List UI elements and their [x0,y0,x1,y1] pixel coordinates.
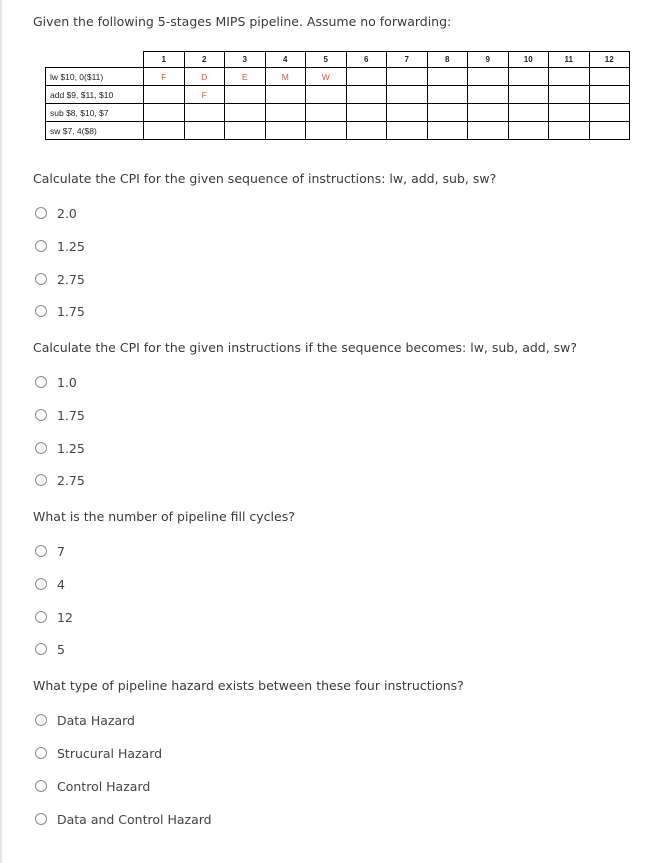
pipeline-header-row [46,52,630,68]
q1-option[interactable] [35,237,85,255]
stage-cell [184,122,225,140]
option-label: 1.25 [57,238,85,254]
radio-button[interactable] [35,780,47,792]
radio-button[interactable] [35,442,47,454]
q3-option[interactable] [35,542,65,560]
stage-cell [306,86,347,104]
stage-cell [589,86,630,104]
option-label: 2.0 [57,205,77,221]
stage-cell [144,122,185,140]
stage-cell [549,104,590,122]
stage-cell [265,86,306,104]
stage-cell [468,68,509,86]
cycle-header: 1 [144,52,185,68]
stage-cell [427,122,468,140]
instruction-cell: add $9, $11, $10 [46,86,144,104]
cycle-header: 6 [346,52,387,68]
stage-cell [427,104,468,122]
cycle-header: 8 [427,52,468,68]
pipeline-row [46,86,630,104]
stage-cell [549,86,590,104]
option-label: 12 [57,609,73,625]
option-label: 2.75 [57,472,85,488]
option-label: 2.75 [57,271,85,287]
stage-cell [508,122,549,140]
header-corner [46,52,144,68]
q2-option[interactable] [35,439,85,457]
stage-cell [508,86,549,104]
stage-cell [387,104,428,122]
q3-option[interactable] [35,640,65,658]
cycle-header: 5 [306,52,347,68]
q2-option[interactable] [35,373,77,391]
stage-cell [508,104,549,122]
q4-option[interactable] [35,744,162,762]
option-label: 1.75 [57,303,85,319]
left-border [0,0,2,863]
stage-cell [387,122,428,140]
option-label: Control Hazard [57,778,151,794]
option-label: 1.75 [57,407,85,423]
stage-cell: F [144,68,185,86]
question-1-text: Calculate the CPI for the given sequence of instructions: lw, add, sub, sw? [33,171,497,186]
instruction-cell: lw $10, 0($11) [46,68,144,86]
stage-cell [589,122,630,140]
instruction-cell: sw $7, 4($8) [46,122,144,140]
radio-button[interactable] [35,545,47,557]
cycle-header: 9 [468,52,509,68]
radio-button[interactable] [35,643,47,655]
radio-button[interactable] [35,714,47,726]
stage-cell: F [184,86,225,104]
option-label: 1.0 [57,374,77,390]
stage-cell [306,104,347,122]
stage-cell [144,104,185,122]
stage-cell [589,68,630,86]
stage-cell [346,86,387,104]
stage-cell [184,104,225,122]
cycle-header: 11 [549,52,590,68]
stage-cell [265,122,306,140]
stage-cell [427,68,468,86]
stage-cell [468,122,509,140]
question-2-text: Calculate the CPI for the given instructions if the sequence becomes: lw, sub, add, sw? [33,340,578,355]
radio-button[interactable] [35,813,47,825]
stage-cell [346,68,387,86]
q2-option[interactable] [35,406,85,424]
stage-cell [508,68,549,86]
stage-cell [306,122,347,140]
stage-cell [225,104,266,122]
radio-button[interactable] [35,305,47,317]
q1-option[interactable] [35,302,85,320]
stage-cell [265,104,306,122]
q4-option[interactable] [35,810,212,828]
cycle-header: 4 [265,52,306,68]
stage-cell [427,86,468,104]
question-3-text: What is the number of pipeline fill cycles? [33,509,295,524]
option-label: 1.25 [57,440,85,456]
question-4-text: What type of pipeline hazard exists between these four instructions? [33,678,464,693]
q4-option[interactable] [35,777,150,795]
stage-cell [225,86,266,104]
q1-option[interactable] [35,270,85,288]
radio-button[interactable] [35,240,47,252]
radio-button[interactable] [35,376,47,388]
cycle-header: 7 [387,52,428,68]
option-label: 5 [57,641,65,657]
stage-cell: W [306,68,347,86]
radio-button[interactable] [35,207,47,219]
cycle-header: 3 [225,52,266,68]
q3-option[interactable] [35,575,65,593]
radio-button[interactable] [35,578,47,590]
cycle-header: 12 [589,52,630,68]
stage-cell [549,122,590,140]
radio-button[interactable] [35,273,47,285]
stage-cell [346,104,387,122]
stage-cell [468,104,509,122]
stage-cell [225,122,266,140]
q4-option[interactable] [35,711,135,729]
instruction-cell: sub $8, $10, $7 [46,104,144,122]
stage-cell [468,86,509,104]
option-label: 4 [57,576,65,592]
pipeline-row [46,104,630,122]
option-label: 7 [57,543,65,559]
stage-cell [589,104,630,122]
q2-option[interactable] [35,471,85,489]
intro-text: Given the following 5-stages MIPS pipeline. Assume no forwarding: [33,14,452,29]
stage-cell [387,86,428,104]
pipeline-table [45,51,630,140]
pipeline-row [46,122,630,140]
stage-cell: D [184,68,225,86]
radio-button[interactable] [35,474,47,486]
option-label: Data and Control Hazard [57,811,212,827]
q1-option[interactable] [35,204,77,222]
cycle-header: 2 [184,52,225,68]
pipeline-row [46,68,630,86]
stage-cell [346,122,387,140]
stage-cell [387,68,428,86]
q3-option[interactable] [35,608,73,626]
cycle-header: 10 [508,52,549,68]
option-label: Data Hazard [57,712,135,728]
radio-button[interactable] [35,409,47,421]
stage-cell [144,86,185,104]
stage-cell [549,68,590,86]
radio-button[interactable] [35,747,47,759]
radio-button[interactable] [35,611,47,623]
stage-cell: E [225,68,266,86]
option-label: Strucural Hazard [57,745,163,761]
stage-cell: M [265,68,306,86]
